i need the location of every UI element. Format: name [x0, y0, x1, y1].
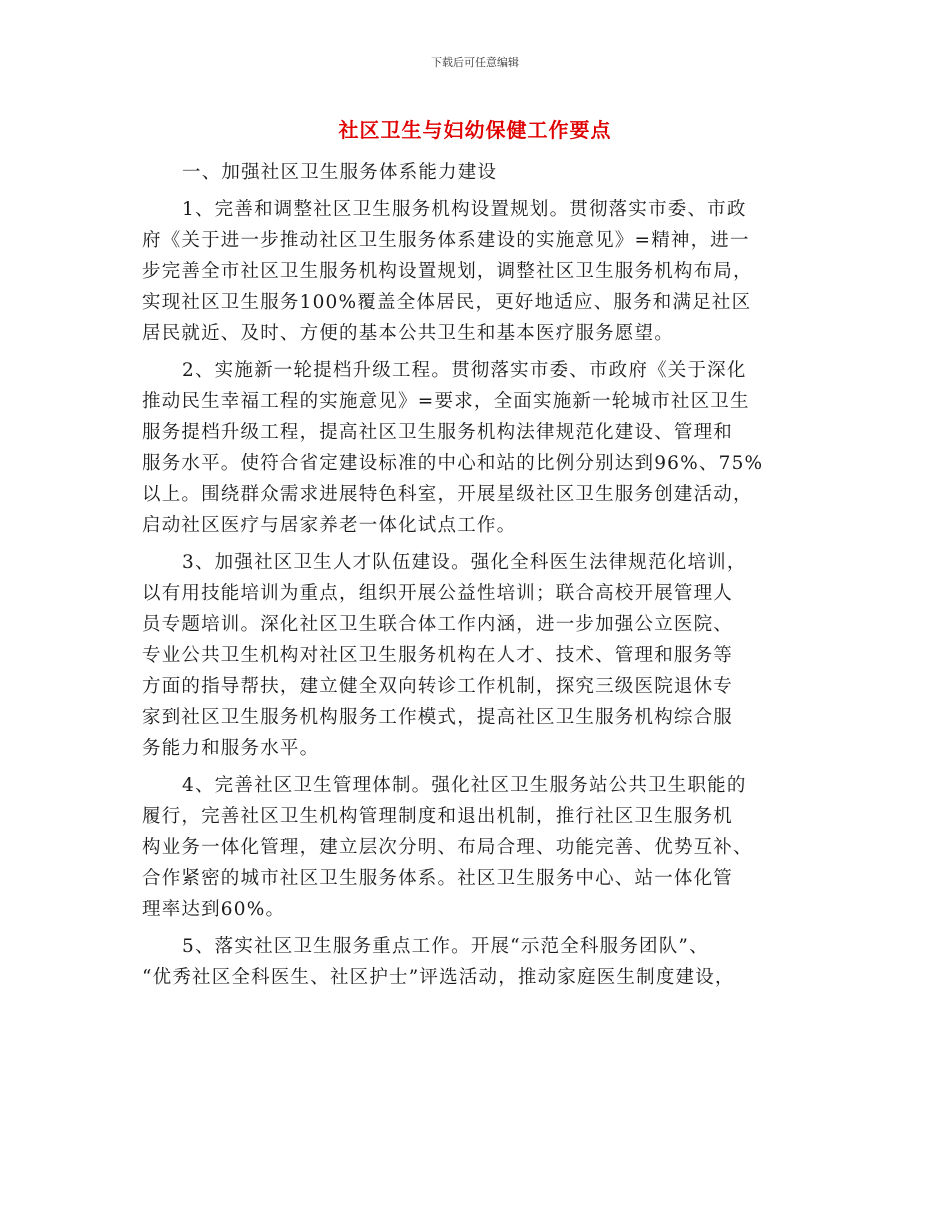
paragraph-line: 4、完善社区卫生管理体制。强化社区卫生服务站公共卫生职能的	[182, 775, 747, 796]
paragraph-line: 方面的指导帮扶，建立健全双向转诊工作机制，探究三级医院退休专	[142, 676, 734, 697]
paragraph-line: “优秀社区全科医生、社区护士”评选活动，推动家庭医生制度建设，	[142, 967, 735, 988]
paragraph-line: 3、加强社区卫生人才队伍建设。强化全科医生法律规范化培训，	[182, 552, 747, 573]
paragraph-line: 以上。围绕群众需求进展特色科室，开展星级社区卫生服务创建活动，	[142, 484, 753, 505]
paragraph-line: 2、实施新一轮提档升级工程。贯彻落实市委、市政府《关于深化	[182, 360, 747, 381]
document-title: 社区卫生与妇幼保健工作要点	[338, 118, 612, 142]
paragraph-line: 步完善全市社区卫生服务机构设置规划，调整社区卫生服务机构布局，	[142, 261, 753, 282]
paragraph-line: 专业公共卫生机构对社区卫生服务机构在人才、技术、管理和服务等	[142, 645, 734, 666]
paragraph-line: 启动社区医疗与居家养老一体化试点工作。	[142, 515, 517, 536]
paragraph-line: 实现社区卫生服务100%覆盖全体居民，更好地适应、服务和满足社区	[142, 292, 752, 313]
paragraph-line: 1、完善和调整社区卫生服务机构设置规划。贯彻落实市委、市政	[182, 199, 747, 220]
paragraph-1	[142, 194, 810, 349]
paragraph-line: 推动民生幸福工程的实施意见》=要求，全面实施新一轮城市社区卫生	[142, 391, 750, 412]
document-body	[142, 158, 810, 993]
paragraph-line: 5、落实社区卫生服务重点工作。开展“示范全科服务团队”、	[182, 936, 709, 957]
paragraph-line: 居民就近、及时、方便的基本公共卫生和基本医疗服务愿望。	[142, 323, 674, 344]
section-heading: 一、加强社区卫生服务体系能力建设	[182, 162, 498, 183]
paragraph-line: 合作紧密的城市社区卫生服务体系。社区卫生服务中心、站一体化管	[142, 868, 734, 889]
paragraph-line: 服务水平。使符合省定建设标准的中心和站的比例分别达到96%、75%	[142, 453, 764, 474]
paragraph-line: 履行，完善社区卫生机构管理制度和退出机制，推行社区卫生服务机	[142, 806, 734, 827]
paragraph-5	[142, 931, 810, 993]
page-header-note: 下载后可任意编辑	[431, 56, 519, 69]
paragraph-line: 以有用技能培训为重点，组织开展公益性培训；联合高校开展管理人	[142, 583, 734, 604]
paragraph-line: 理率达到60%。	[142, 899, 286, 920]
paragraph-line: 务能力和服务水平。	[142, 738, 320, 759]
paragraph-2	[142, 355, 810, 541]
paragraph-3	[142, 547, 810, 764]
paragraph-line: 构业务一体化管理，建立层次分明、布局合理、功能完善、优势互补、	[142, 837, 753, 858]
paragraph-line: 家到社区卫生服务机构服务工作模式，提高社区卫生服务机构综合服	[142, 707, 734, 728]
paragraph-line: 员专题培训。深化社区卫生联合体工作内涵，进一步加强公立医院、	[142, 614, 734, 635]
paragraph-4	[142, 770, 810, 925]
paragraph-line: 府《关于进一步推动社区卫生服务体系建设的实施意见》=精神，进一	[142, 230, 750, 251]
paragraph-line: 服务提档升级工程，提高社区卫生服务机构法律规范化建设、管理和	[142, 422, 734, 443]
